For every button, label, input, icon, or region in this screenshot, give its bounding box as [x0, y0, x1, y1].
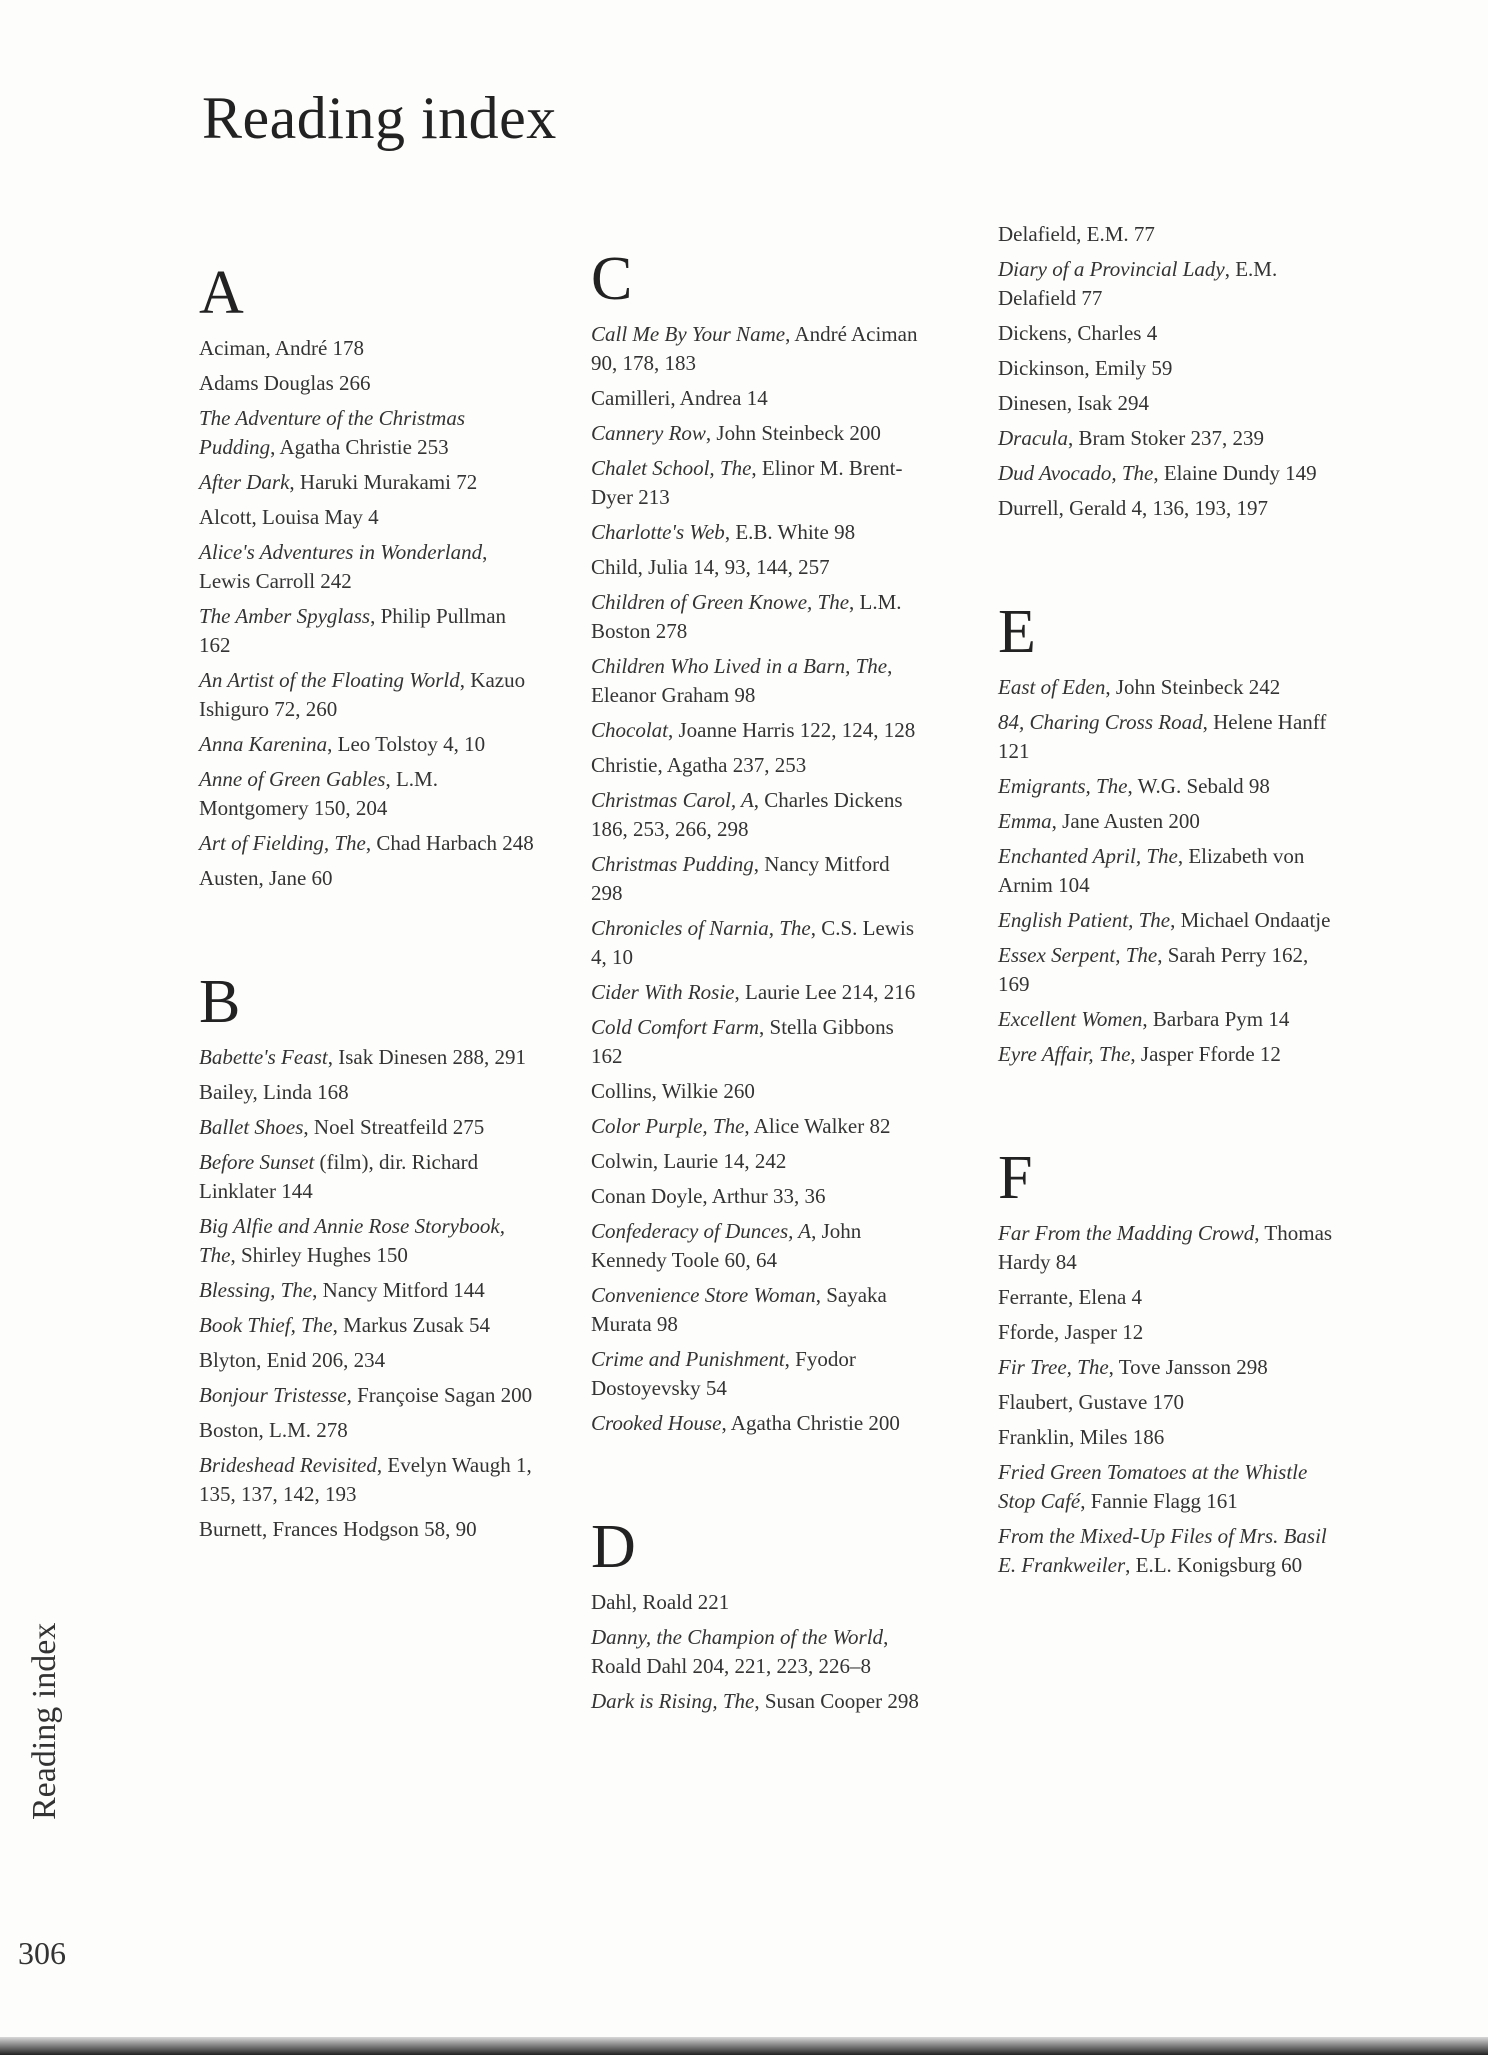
- entry-title: 84, Charing Cross Road: [998, 710, 1203, 734]
- entry-title: Call Me By Your Name: [591, 322, 786, 346]
- index-entry: [199, 404, 534, 462]
- entry-title: Before Sunset: [199, 1150, 315, 1174]
- entry-detail: Fforde, Jasper 12: [998, 1320, 1144, 1344]
- entry-title: Dracula: [998, 426, 1068, 450]
- index-entry: [199, 1311, 534, 1340]
- index-entry: [998, 354, 1333, 383]
- index-column-1: [199, 259, 534, 1622]
- index-entry: [199, 1212, 534, 1270]
- index-entry: [199, 468, 534, 497]
- entry-title: Eyre Affair, The: [998, 1042, 1131, 1066]
- page-number: 306: [18, 1935, 66, 1971]
- entry-title: The Amber Spyglass: [199, 604, 371, 628]
- index-entry: [591, 1623, 926, 1681]
- index-entry: [998, 220, 1333, 249]
- entry-title: Bonjour Tristesse: [199, 1383, 347, 1407]
- entry-detail: Franklin, Miles 186: [998, 1425, 1165, 1449]
- index-entry: [591, 1147, 926, 1176]
- entry-detail: (film), dir. Richard Linklater 144: [199, 1150, 479, 1203]
- index-entry: [591, 320, 926, 378]
- index-section: [998, 1144, 1333, 1580]
- entry-detail: Blyton, Enid 206, 234: [199, 1348, 386, 1372]
- entry-title: Diary of a Provincial Lady: [998, 257, 1225, 281]
- entry-detail: , Stella Gibbons 162: [591, 1015, 894, 1068]
- entry-title: Cannery Row: [591, 421, 706, 445]
- index-section: [998, 220, 1333, 523]
- entry-detail: , Sayaka Murata 98: [591, 1283, 887, 1336]
- index-entry: [199, 369, 534, 398]
- entry-detail: , Tove Jansson 298: [1108, 1355, 1268, 1379]
- index-entry: [591, 1182, 926, 1211]
- index-entry: [591, 786, 926, 844]
- entry-title: Charlotte's Web: [591, 520, 725, 544]
- entry-title: Dark is Rising, The: [591, 1689, 755, 1713]
- section-letter: E: [998, 598, 1036, 666]
- entry-detail: , Agatha Christie 200: [721, 1411, 900, 1435]
- index-entry: [998, 459, 1333, 488]
- entry-detail: , Barbara Pym 14: [1142, 1007, 1290, 1031]
- entry-detail: , Michael Ondaatje: [1170, 908, 1331, 932]
- side-running-head: Reading index: [26, 1622, 63, 1820]
- index-entry: [998, 424, 1333, 453]
- index-entry: [591, 850, 926, 908]
- entry-detail: Camilleri, Andrea 14: [591, 386, 768, 410]
- entry-detail: , Kazuo Ishiguro 72, 260: [199, 668, 526, 721]
- entry-detail: , Leo Tolstoy 4, 10: [327, 732, 486, 756]
- index-entry: [199, 864, 534, 893]
- entry-detail: , Roald Dahl 204, 221, 223, 226–8: [591, 1625, 889, 1678]
- index-entry: [591, 652, 926, 710]
- entry-title: Cider With Rosie: [591, 980, 735, 1004]
- entry-detail: Durrell, Gerald 4, 136, 193, 197: [998, 496, 1269, 520]
- entry-title: Children Who Lived in a Barn, The: [591, 654, 888, 678]
- entry-detail: , Jasper Fforde 12: [1130, 1042, 1281, 1066]
- index-entry: [591, 1345, 926, 1403]
- index-entry: [998, 673, 1333, 702]
- entry-detail: , Shirley Hughes 150: [230, 1243, 408, 1267]
- section-letter: B: [199, 968, 241, 1036]
- entry-detail: , Fannie Flagg 161: [1080, 1489, 1238, 1513]
- index-entry: [998, 941, 1333, 999]
- entry-detail: Conan Doyle, Arthur 33, 36: [591, 1184, 826, 1208]
- entry-detail: , Isak Dinesen 288, 291: [327, 1045, 527, 1069]
- entry-title: After Dark: [199, 470, 290, 494]
- entry-detail: , John Kennedy Toole 60, 64: [591, 1219, 862, 1272]
- entry-detail: , Philip Pullman 162: [199, 604, 507, 657]
- entry-title: Confederacy of Dunces, A: [591, 1219, 812, 1243]
- entry-detail: , Noel Streatfeild 275: [303, 1115, 485, 1139]
- entry-title: Emma: [998, 809, 1052, 833]
- entry-title: Convenience Store Woman: [591, 1283, 816, 1307]
- index-entry: [199, 334, 534, 363]
- entry-detail: , Evelyn Waugh 1, 135, 137, 142, 193: [199, 1453, 532, 1506]
- entry-detail: Christie, Agatha 237, 253: [591, 753, 807, 777]
- entry-detail: , Elizabeth von Arnim 104: [998, 844, 1305, 897]
- entry-detail: , E.L. Konigsburg 60: [1125, 1553, 1303, 1577]
- entry-title: From the Mixed-Up Files of Mrs. Basil E. Frankweiler: [998, 1524, 1327, 1577]
- entry-detail: , Joanne Harris 122, 124, 128: [668, 718, 916, 742]
- index-entry: [591, 1077, 926, 1106]
- index-entry: [591, 1281, 926, 1339]
- index-entry: [199, 666, 534, 724]
- index-section: [591, 245, 926, 1438]
- index-entry: [998, 1423, 1333, 1452]
- index-entry: [998, 772, 1333, 801]
- entry-detail: Bailey, Linda 168: [199, 1080, 349, 1104]
- section-letter: A: [199, 259, 244, 327]
- entry-detail: , C.S. Lewis 4, 10: [591, 916, 914, 969]
- entry-detail: , André Aciman 90, 178, 183: [591, 322, 918, 375]
- entry-detail: , Françoise Sagan 200: [346, 1383, 533, 1407]
- index-column-2: [591, 245, 926, 1794]
- index-entry: [199, 765, 534, 823]
- index-entry: [591, 553, 926, 582]
- index-entry: [591, 1409, 926, 1438]
- index-entry: [199, 1043, 534, 1072]
- index-entry: [199, 602, 534, 660]
- index-entry: [199, 829, 534, 858]
- entry-title: Book Thief, The: [199, 1313, 333, 1337]
- entry-title: Excellent Women: [998, 1007, 1143, 1031]
- entry-detail: Ferrante, Elena 4: [998, 1285, 1143, 1309]
- index-entry: [199, 1346, 534, 1375]
- section-letter: D: [591, 1513, 636, 1581]
- entry-title: Crooked House: [591, 1411, 722, 1435]
- index-entry: [998, 1318, 1333, 1347]
- entry-title: Fir Tree, The: [998, 1355, 1109, 1379]
- entry-title: Brideshead Revisited: [199, 1453, 377, 1477]
- index-entry: [199, 1078, 534, 1107]
- entry-detail: , John Steinbeck 200: [705, 421, 881, 445]
- index-entry: [591, 454, 926, 512]
- index-entry: [998, 255, 1333, 313]
- index-entry: [199, 1416, 534, 1445]
- entry-detail: , Eleanor Graham 98: [591, 654, 893, 707]
- entry-detail: Adams Douglas 266: [199, 371, 371, 395]
- index-entry: [591, 1588, 926, 1617]
- index-entry: [199, 1515, 534, 1544]
- entry-detail: Delafield, E.M. 77: [998, 222, 1155, 246]
- entry-title: Blessing, The: [199, 1278, 313, 1302]
- entry-detail: Flaubert, Gustave 170: [998, 1390, 1185, 1414]
- entry-title: Chocolat: [591, 718, 668, 742]
- index-entry: [998, 807, 1333, 836]
- entry-detail: , Charles Dickens 186, 253, 266, 298: [591, 788, 903, 841]
- index-entry: [998, 389, 1333, 418]
- entry-detail: , Markus Zusak 54: [332, 1313, 491, 1337]
- entry-detail: , Elaine Dundy 149: [1153, 461, 1317, 485]
- entry-detail: , John Steinbeck 242: [1105, 675, 1281, 699]
- index-entry: [591, 716, 926, 745]
- index-entry: [199, 538, 534, 596]
- entry-detail: , L.M. Montgomery 150, 204: [199, 767, 438, 820]
- entry-detail: Dinesen, Isak 294: [998, 391, 1150, 415]
- entry-detail: , Nancy Mitford 298: [591, 852, 890, 905]
- entry-detail: , Alice Walker 82: [744, 1114, 891, 1138]
- index-entry: [998, 1353, 1333, 1382]
- index-entry: [591, 1217, 926, 1275]
- entry-title: Emigrants, The: [998, 774, 1128, 798]
- index-section: [199, 968, 534, 1544]
- entry-detail: , Laurie Lee 214, 216: [734, 980, 916, 1004]
- page-edge-shadow: [0, 2037, 1488, 2055]
- entry-title: Color Purple, The: [591, 1114, 745, 1138]
- entry-detail: Dickinson, Emily 59: [998, 356, 1173, 380]
- entry-title: Anna Karenina: [199, 732, 328, 756]
- entry-title: Anne of Green Gables: [199, 767, 386, 791]
- entry-detail: Austen, Jane 60: [199, 866, 333, 890]
- entry-title: Ballet Shoes: [199, 1115, 304, 1139]
- entry-detail: , Haruki Murakami 72: [289, 470, 478, 494]
- entry-title: Art of Fielding, The: [199, 831, 366, 855]
- entry-title: An Artist of the Floating World: [199, 668, 460, 692]
- index-entry: [199, 1148, 534, 1206]
- index-entry: [591, 1112, 926, 1141]
- index-entry: [998, 708, 1333, 766]
- entry-title: Danny, the Champion of the World: [591, 1625, 884, 1649]
- index-entry: [199, 1381, 534, 1410]
- entry-detail: , Helene Hanff 121: [998, 710, 1327, 763]
- index-section: [998, 598, 1333, 1069]
- index-entry: [998, 1040, 1333, 1069]
- entry-detail: Dahl, Roald 221: [591, 1590, 730, 1614]
- index-entry: [998, 494, 1333, 523]
- index-entry: [591, 518, 926, 547]
- index-entry: [199, 1276, 534, 1305]
- entry-title: The Adventure of the Christmas Pudding: [199, 406, 465, 459]
- index-entry: [591, 978, 926, 1007]
- entry-detail: , Lewis Carroll 242: [199, 540, 488, 593]
- index-section: [199, 259, 534, 893]
- index-entry: [591, 1687, 926, 1716]
- section-letter: F: [998, 1144, 1033, 1212]
- entry-title: Cold Comfort Farm: [591, 1015, 760, 1039]
- index-entry: [591, 588, 926, 646]
- index-entry: [998, 1283, 1333, 1312]
- entry-title: Enchanted April, The: [998, 844, 1178, 868]
- page-title: Reading index: [202, 85, 557, 151]
- entry-detail: , E.M. Delafield 77: [998, 257, 1278, 310]
- entry-title: Babette's Feast: [199, 1045, 328, 1069]
- index-entry: [998, 1005, 1333, 1034]
- entry-detail: Colwin, Laurie 14, 242: [591, 1149, 787, 1173]
- entry-detail: , Sarah Perry 162, 169: [998, 943, 1309, 996]
- index-entry: [998, 1458, 1333, 1516]
- entry-detail: Child, Julia 14, 93, 144, 257: [591, 555, 830, 579]
- entry-title: Chalet School, The: [591, 456, 752, 480]
- entry-detail: , Elinor M. Brent-Dyer 213: [591, 456, 903, 509]
- index-entry: [591, 1013, 926, 1071]
- index-column-3: [998, 220, 1333, 1658]
- entry-title: Christmas Pudding: [591, 852, 754, 876]
- entry-title: Fried Green Tomatoes at the Whistle Stop Café: [998, 1460, 1308, 1513]
- entry-title: Far From the Madding Crowd: [998, 1221, 1255, 1245]
- entry-title: Children of Green Knowe, The: [591, 590, 850, 614]
- entry-detail: Burnett, Frances Hodgson 58, 90: [199, 1517, 477, 1541]
- entry-detail: , L.M. Boston 278: [591, 590, 902, 643]
- index-entry: [998, 906, 1333, 935]
- entry-title: Crime and Punishment: [591, 1347, 785, 1371]
- entry-title: Essex Serpent, The: [998, 943, 1158, 967]
- entry-detail: , W.G. Sebald 98: [1127, 774, 1270, 798]
- entry-detail: , Nancy Mitford 144: [312, 1278, 485, 1302]
- index-entry: [998, 1388, 1333, 1417]
- entry-detail: , E.B. White 98: [724, 520, 856, 544]
- index-entry: [998, 319, 1333, 348]
- index-entry: [591, 419, 926, 448]
- entry-detail: Boston, L.M. 278: [199, 1418, 348, 1442]
- entry-detail: , Chad Harbach 248: [365, 831, 534, 855]
- index-entry: [199, 1113, 534, 1142]
- entry-title: Alice's Adventures in Wonderland: [199, 540, 483, 564]
- index-section: [591, 1513, 926, 1716]
- section-letter: C: [591, 245, 633, 313]
- entry-title: East of Eden: [998, 675, 1106, 699]
- index-entry: [199, 1451, 534, 1509]
- index-entry: [591, 384, 926, 413]
- index-entry: [591, 914, 926, 972]
- entry-detail: , Thomas Hardy 84: [998, 1221, 1333, 1274]
- entry-detail: Alcott, Louisa May 4: [199, 505, 379, 529]
- entry-detail: , Fyodor Dostoyevsky 54: [591, 1347, 856, 1400]
- index-entry: [998, 1522, 1333, 1580]
- entry-detail: , Susan Cooper 298: [754, 1689, 919, 1713]
- index-entry: [591, 751, 926, 780]
- entry-detail: , Jane Austen 200: [1051, 809, 1200, 833]
- index-entry: [998, 842, 1333, 900]
- entry-detail: , Bram Stoker 237, 239: [1068, 426, 1264, 450]
- entry-detail: Collins, Wilkie 260: [591, 1079, 755, 1103]
- entry-title: Christmas Carol, A: [591, 788, 754, 812]
- entry-title: Chronicles of Narnia, The: [591, 916, 811, 940]
- index-entry: [199, 730, 534, 759]
- index-entry: [998, 1219, 1333, 1277]
- entry-detail: , Agatha Christie 253: [270, 435, 449, 459]
- entry-title: Dud Avocado, The: [998, 461, 1154, 485]
- entry-title: English Patient, The: [998, 908, 1171, 932]
- entry-detail: Aciman, André 178: [199, 336, 365, 360]
- entry-title: Big Alfie and Annie Rose Storybook, The: [199, 1214, 506, 1267]
- index-entry: [199, 503, 534, 532]
- entry-detail: Dickens, Charles 4: [998, 321, 1158, 345]
